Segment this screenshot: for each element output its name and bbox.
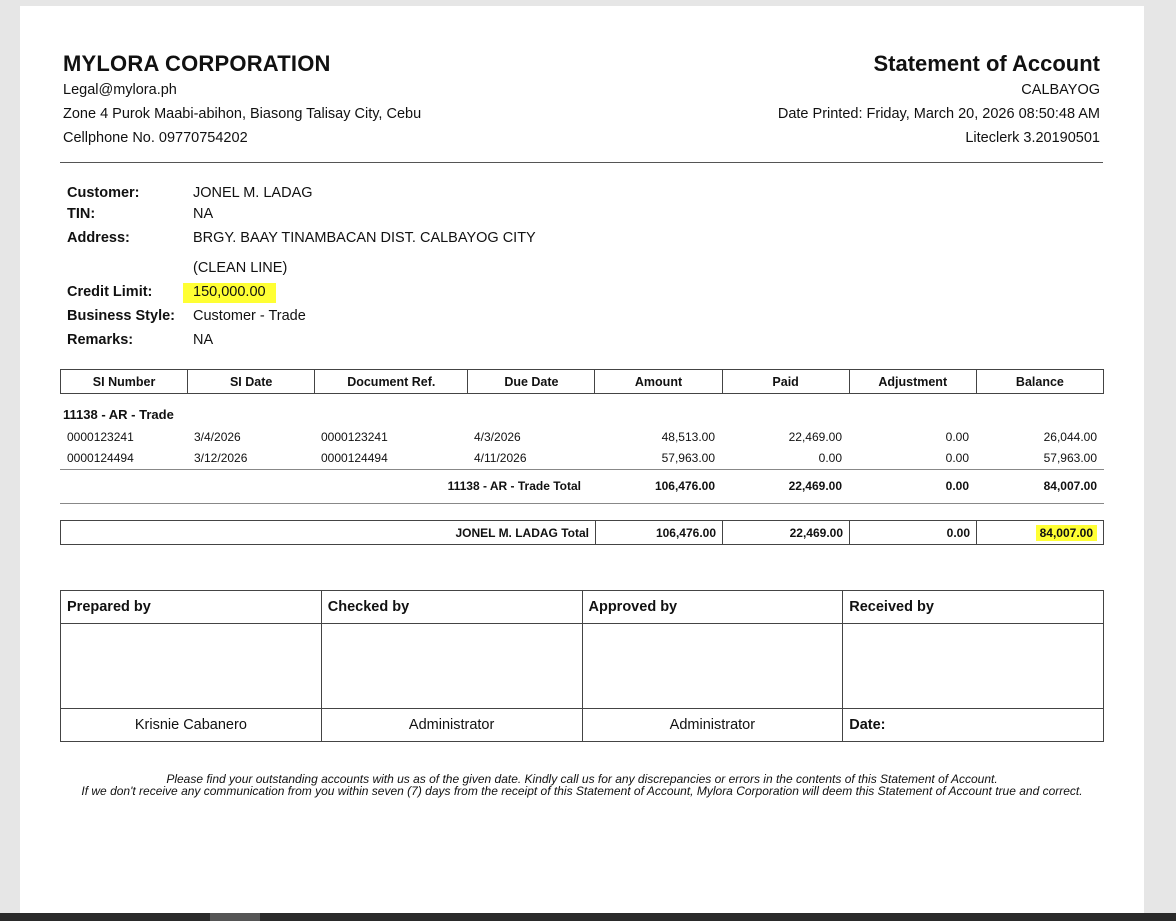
- business-style-label: Business Style:: [67, 308, 175, 324]
- doc-ref-cell: 0000123241: [321, 430, 388, 444]
- col-adjustment: Adjustment: [849, 370, 976, 394]
- group-total-balance: 84,007.00: [1043, 479, 1097, 493]
- date-printed: Date Printed: Friday, March 20, 2026 08:50:48 AM: [777, 106, 1100, 122]
- checked-by-name: Administrator: [321, 709, 582, 742]
- statement-page: [20, 6, 1144, 915]
- footer-note-line1: Please find your outstanding accounts with us as of the given date. Kindly call us for any discrepancies or errors in the contents of this Statement of Account.: [166, 772, 998, 786]
- credit-limit-value: 150,000.00: [183, 283, 276, 303]
- adjustment-cell: 0.00: [945, 451, 969, 465]
- col-si-number: SI Number: [61, 370, 188, 394]
- paid-cell: 0.00: [818, 451, 842, 465]
- address-line2: (CLEAN LINE): [193, 260, 288, 276]
- address-label: Address:: [67, 230, 130, 246]
- received-by-label: Received by: [843, 591, 1104, 624]
- paid-cell: 22,469.00: [788, 430, 842, 444]
- prepared-by-signature-space: [61, 624, 322, 709]
- customer-total-paid: 22,469.00: [723, 521, 850, 545]
- col-paid: Paid: [722, 370, 849, 394]
- credit-limit-label: Credit Limit:: [67, 284, 153, 300]
- prepared-by-label: Prepared by: [61, 591, 322, 624]
- tin-value: NA: [193, 206, 214, 222]
- balance-cell: 57,963.00: [1043, 451, 1097, 465]
- company-email: Legal@mylora.ph: [63, 82, 177, 98]
- due-date-cell: 4/3/2026: [474, 430, 521, 444]
- header-divider: [60, 162, 1103, 163]
- si-number-cell: 0000124494: [67, 451, 134, 465]
- group-title: 11138 - AR - Trade: [63, 407, 174, 422]
- checked-by-signature-space: [321, 624, 582, 709]
- company-address: Zone 4 Purok Maabi-abihon, Biasong Talisay City, Cebu: [63, 106, 422, 122]
- prepared-by-name: Krisnie Cabanero: [61, 709, 322, 742]
- si-date-cell: 3/4/2026: [194, 430, 241, 444]
- horizontal-scrollbar[interactable]: [0, 913, 1176, 921]
- business-style-value: Customer - Trade: [193, 308, 306, 324]
- customer-name: JONEL M. LADAG: [193, 185, 313, 201]
- group-total-divider: [60, 469, 1104, 470]
- branch-name: CALBAYOG: [1021, 82, 1100, 98]
- ledger-table-header: [60, 369, 1104, 394]
- col-document-ref: Document Ref.: [315, 370, 468, 394]
- scrollbar-thumb[interactable]: [210, 913, 260, 921]
- checked-by-label: Checked by: [321, 591, 582, 624]
- received-by-signature-space: [843, 624, 1104, 709]
- si-date-cell: 3/12/2026: [194, 451, 248, 465]
- customer-total-balance: 84,007.00: [1036, 525, 1097, 541]
- remarks-label: Remarks:: [67, 332, 134, 348]
- balance-cell: 26,044.00: [1043, 430, 1097, 444]
- company-name: MYLORA CORPORATION: [63, 51, 331, 76]
- customer-total-amount: 106,476.00: [596, 521, 723, 545]
- due-date-cell: 4/11/2026: [474, 451, 527, 465]
- group-total-paid: 22,469.00: [788, 479, 842, 493]
- company-phone: Cellphone No. 09770754202: [63, 130, 248, 146]
- amount-cell: 48,513.00: [661, 430, 715, 444]
- si-number-cell: 0000123241: [67, 430, 134, 444]
- tin-label: TIN:: [67, 206, 96, 222]
- remarks-value: NA: [193, 332, 214, 348]
- address-line1: BRGY. BAAY TINAMBACAN DIST. CALBAYOG CITY: [193, 230, 536, 246]
- group-total-amount: 106,476.00: [654, 479, 715, 493]
- customer-total-row: [60, 520, 1104, 545]
- col-si-date: SI Date: [188, 370, 315, 394]
- software-version: Liteclerk 3.20190501: [965, 130, 1100, 146]
- received-date-label: Date:: [843, 709, 1104, 742]
- col-due-date: Due Date: [468, 370, 595, 394]
- footer-note-line2: If we don't receive any communication from you within seven (7) days from the receipt of this Statement of Account, Mylora Corporation will deem this Statement of Account true and correct.: [81, 784, 1083, 798]
- col-amount: Amount: [595, 370, 722, 394]
- group-total-underline: [60, 503, 1104, 504]
- approved-by-label: Approved by: [582, 591, 843, 624]
- adjustment-cell: 0.00: [945, 430, 969, 444]
- approved-by-signature-space: [582, 624, 843, 709]
- group-total-label: 11138 - AR - Trade Total: [447, 479, 581, 493]
- customer-total-adjustment: 0.00: [850, 521, 977, 545]
- col-balance: Balance: [976, 370, 1103, 394]
- amount-cell: 57,963.00: [661, 451, 715, 465]
- doc-ref-cell: 0000124494: [321, 451, 388, 465]
- signature-block: [60, 590, 1104, 742]
- document-title: Statement of Account: [873, 51, 1100, 76]
- customer-total-label: JONEL M. LADAG Total: [61, 521, 596, 545]
- customer-label: Customer:: [67, 185, 140, 201]
- group-total-adjustment: 0.00: [945, 479, 969, 493]
- approved-by-name: Administrator: [582, 709, 843, 742]
